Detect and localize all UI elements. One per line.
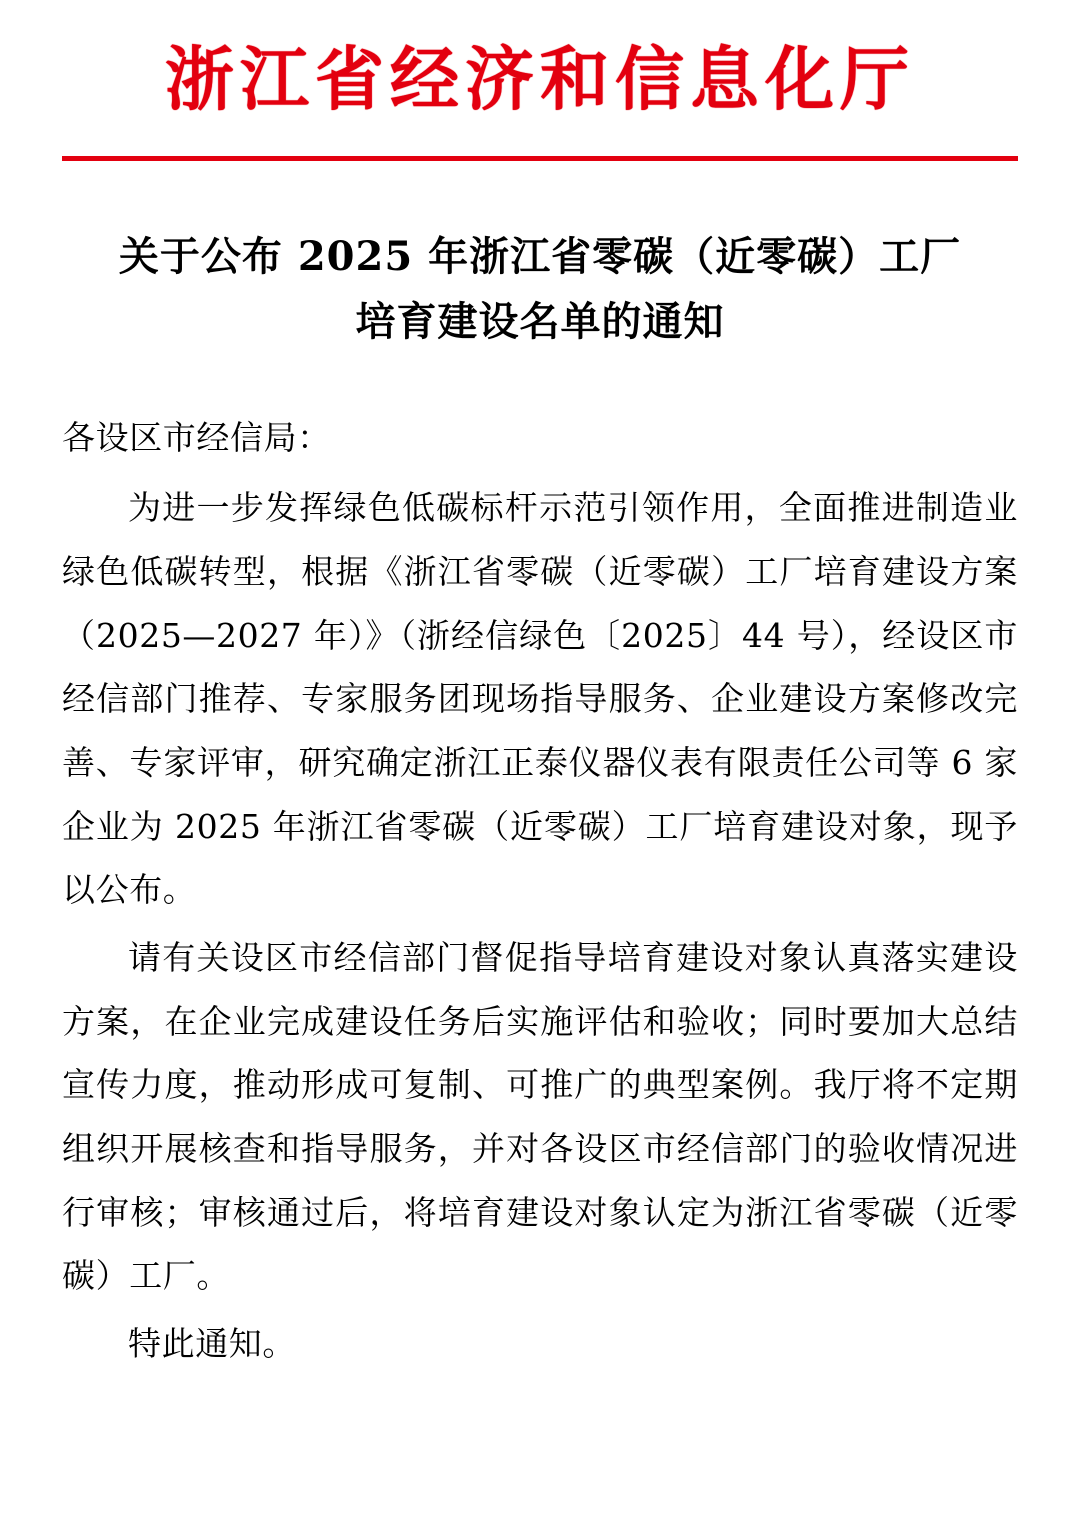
body-paragraph-1: 为进一步发挥绿色低碳标杆示范引领作用，全面推进制造业绿色低碳转型，根据《浙江省零碳（近零碳）工厂培育建设方案（2025—2027 年）》（浙经信绿色〔2025〕44 号），经设区市经信部门推荐、专家服务团现场指导服务、企业建设方案修改完善、专家评审，研究确定浙江正泰仪器仪表有限责任公司等 6 家企业为 2025 年浙江省零碳（近零碳）工厂培育建设对象，现予以公布。 [62,488,1018,910]
letterhead-red-rule [62,156,1018,161]
page-title [100,225,980,355]
body-paragraph-3: 特此通知。 [128,1324,296,1364]
page-title-line-1: 关于公布 2025 年浙江省零碳（近零碳）工厂 [118,232,962,280]
letterhead [62,0,1018,161]
document-body [62,406,1018,1375]
salutation: 各设区市经信局： [62,418,331,458]
page-title-line-2: 培育建设名单的通知 [355,297,725,345]
issuing-agency-title: 浙江省经济和信息化厅 [165,39,915,120]
body-paragraph-2: 请有关设区市经信部门督促指导培育建设对象认真落实建设方案，在企业完成建设任务后实施评估和验收；同时要加大总结宣传力度，推动形成可复制、可推广的典型案例。我厅将不定期组织开展核查和指导服务，并对各设区市经信部门的验收情况进行审核；审核通过后，将培育建设对象认定为浙江省零碳（近零碳）工厂。 [62,937,1018,1296]
